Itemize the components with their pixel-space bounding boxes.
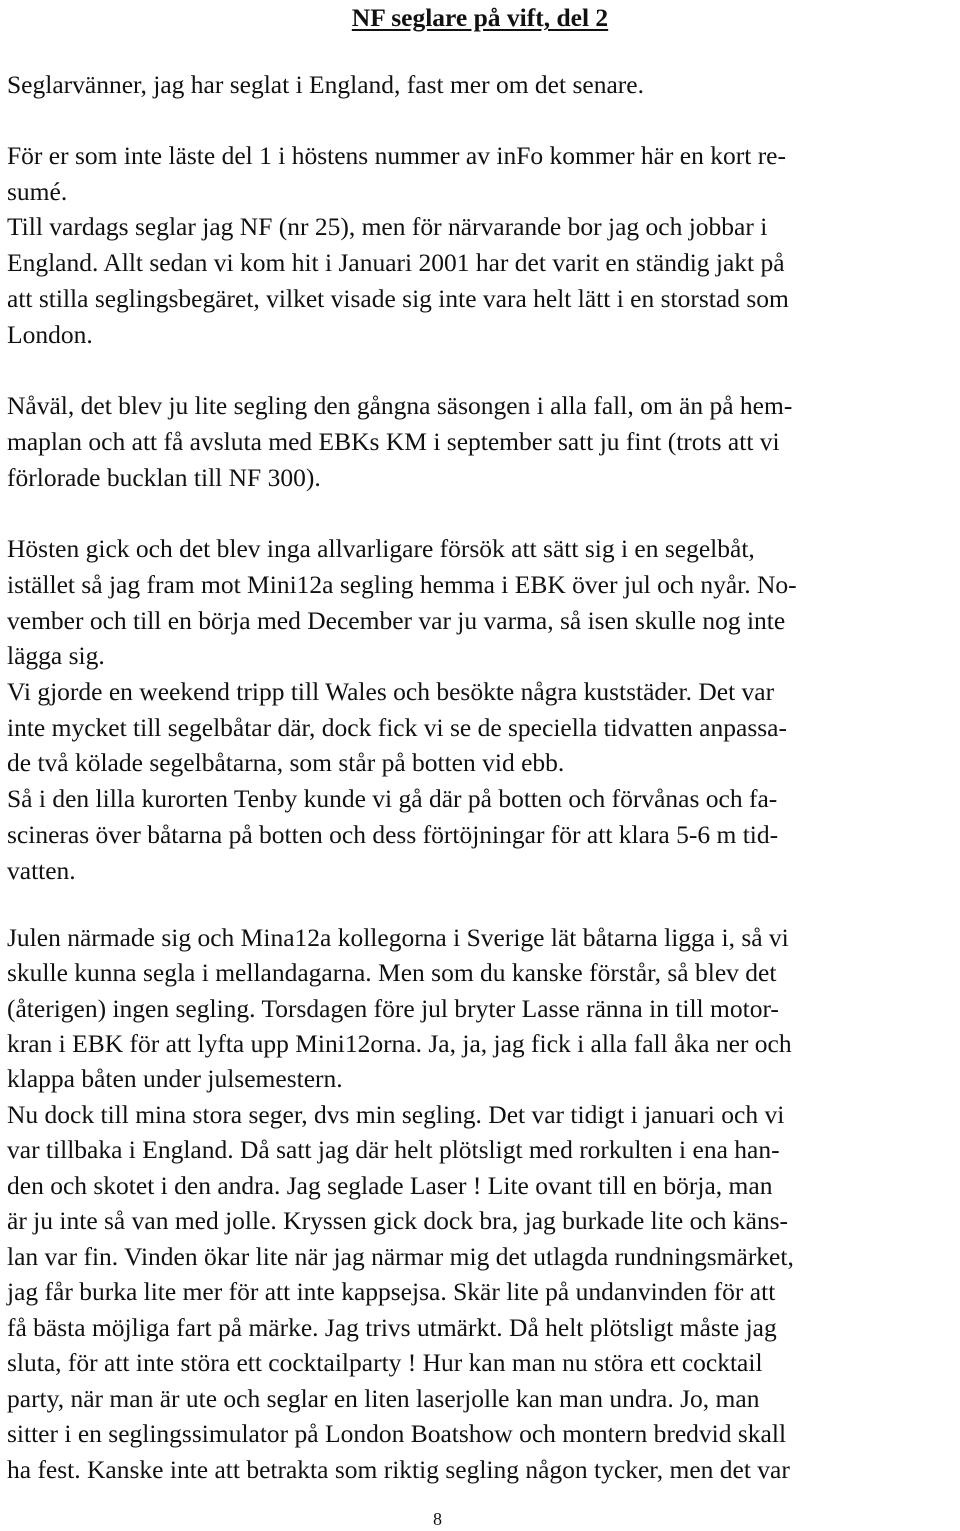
text-line: (återigen) ingen segling. Torsdagen före jul bryter Lasse ränna in till motor- [7, 994, 779, 1023]
text-line: jag får burka lite mer för att inte kappsejsa. Skär lite på undanvinden för att [7, 1277, 776, 1306]
text-line: Vi gjorde en weekend tripp till Wales och besökte några kuststäder. Det var [7, 677, 775, 706]
text-line: sumé. [7, 177, 68, 206]
text-line: var tillbaka i England. Då satt jag där helt plötsligt med rorkulten i ena han- [7, 1135, 780, 1164]
text-line: Så i den lilla kurorten Tenby kunde vi gå där på botten och förvånas och fa- [7, 784, 778, 813]
text-line: inte mycket till segelbåtar där, dock fick vi se de speciella tidvatten anpassa- [7, 713, 787, 742]
text-line: Hösten gick och det blev inga allvarligare försök att sätt sig i en segelbåt, [7, 534, 755, 563]
text-line: istället så jag fram mot Mini12a segling hemma i EBK över jul och nyår. No- [7, 570, 797, 599]
text-line: de två kölade segelbåtarna, som står på botten vid ebb. [7, 748, 565, 777]
text-line: lägga sig. [7, 641, 105, 670]
text-line: skulle kunna segla i mellandagarna. Men som du kanske förstår, så blev det [7, 958, 777, 987]
text-line: den och skotet i den andra. Jag seglade Laser ! Lite ovant till en börja, man [7, 1171, 773, 1200]
text-line: förlorade bucklan till NF 300). [7, 463, 321, 492]
text-line: är ju inte så van med jolle. Kryssen gick dock bra, jag burkade lite och käns- [7, 1206, 789, 1235]
text-line: Julen närmade sig och Mina12a kollegorna i Sverige lät båtarna ligga i, så vi [7, 923, 789, 952]
text-line: få bästa möjliga fart på märke. Jag trivs utmärkt. Då helt plötsligt måste jag [7, 1313, 777, 1342]
text-line: vember och till en börja med December var ju varma, så isen skulle nog inte [7, 606, 786, 635]
text-line: Nu dock till mina stora seger, dvs min segling. Det var tidigt i januari och vi [7, 1100, 785, 1129]
text-line: vatten. [7, 856, 76, 885]
text-line: London. [7, 320, 93, 349]
text-line: lan var fin. Vinden ökar lite när jag närmar mig det utlagda rundningsmärket, [7, 1242, 794, 1271]
text-line: att stilla seglingsbegäret, vilket visade sig inte vara helt lätt i en storstad som [7, 284, 789, 313]
text-line: party, när man är ute och seglar en liten laserjolle kan man undra. Jo, man [7, 1384, 760, 1413]
text-line: För er som inte läste del 1 i höstens nummer av inFo kommer här en kort re- [7, 141, 786, 170]
text-line: maplan och att få avsluta med EBKs KM i september satt ju fint (trots att vi [7, 427, 780, 456]
text-line: Nåväl, det blev ju lite segling den gångna säsongen i alla fall, om än på hem- [7, 391, 793, 420]
page-title: NF seglare på vift, del 2 [351, 3, 609, 32]
text-line: Till vardags seglar jag NF (nr 25), men för närvarande bor jag och jobbar i [7, 212, 768, 241]
text-line: Seglarvänner, jag har seglat i England, fast mer om det senare. [7, 70, 644, 99]
text-line: scineras över båtarna på botten och dess förtöjningar för att klara 5-6 m tid- [7, 820, 779, 849]
text-line: klappa båten under julsemestern. [7, 1064, 343, 1093]
text-line: sluta, för att inte störa ett cocktailparty ! Hur kan man nu störa ett cocktail [7, 1348, 763, 1377]
text-line: sitter i en seglingssimulator på London Boatshow och montern bredvid skall [7, 1419, 787, 1448]
text-line: England. Allt sedan vi kom hit i Januari 2001 har det varit en ständig jakt på [7, 248, 785, 277]
text-line: ha fest. Kanske inte att betrakta som riktig segling någon tycker, men det var [7, 1455, 790, 1484]
page-number: 8 [433, 1509, 442, 1529]
text-line: kran i EBK för att lyfta upp Mini12orna. Ja, ja, jag fick i alla fall åka ner och [7, 1029, 792, 1058]
